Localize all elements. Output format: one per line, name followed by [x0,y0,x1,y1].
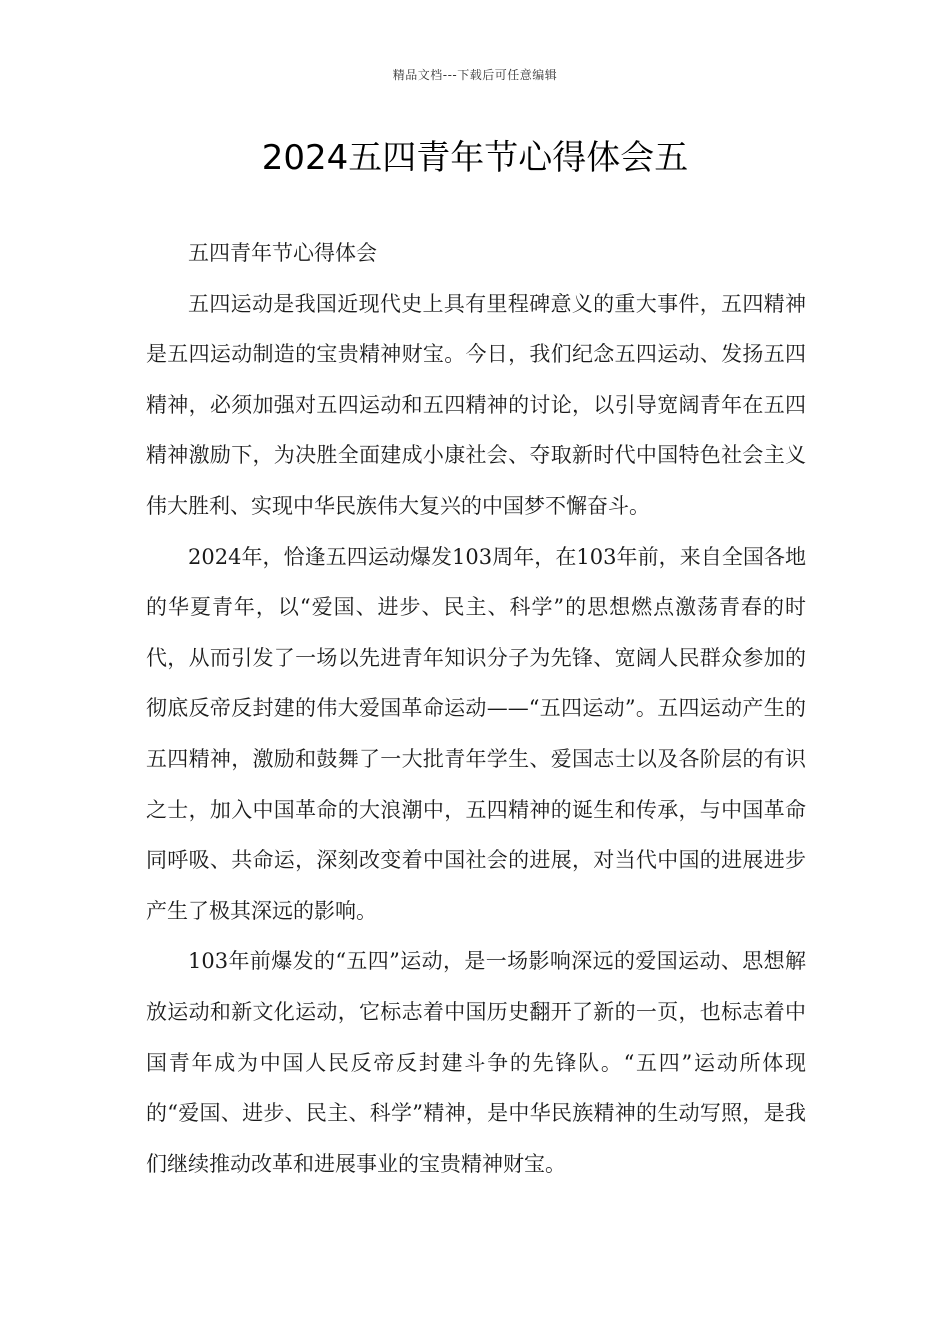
document-title: 2024五四青年节心得体会五 [261,138,689,178]
paragraph-subtitle: 五四青年节心得体会 [188,241,377,265]
document-body [146,228,806,1189]
paragraph: 五四运动是我国近现代史上具有里程碑意义的重大事件，五四精神是五四运动制造的宝贵精神财宝。今日，我们纪念五四运动、发扬五四精神，必须加强对五四运动和五四精神的讨论，以引导宽阔青年在五四精神激励下，为决胜全面建成小康社会、夺取新时代中国特色社会主义伟大胜利、实现中华民族伟大复兴的中国梦不懈奋斗。 [146,291,806,518]
paragraph: 103年前爆发的“五四”运动，是一场影响深远的爱国运动、思想解放运动和新文化运动，它标志着中国历史翻开了新的一页，也标志着中国青年成为中国人民反帝反封建斗争的先锋队。“五四”运动所体现的“爱国、进步、民主、科学”精神，是中华民族精神的生动写照，是我们继续推动改革和进展事业的宝贵精神财宝。 [146,949,806,1176]
header-note: 精品文档---下载后可任意编辑 [392,68,558,82]
paragraph: 2024年，恰逢五四运动爆发103周年，在103年前，来自全国各地的华夏青年，以“爱国、进步、民主、科学”的思想燃点激荡青春的时代，从而引发了一场以先进青年知识分子为先锋、宽阔人民群众参加的彻底反帝反封建的伟大爱国革命运动——“五四运动”。五四运动产生的五四精神，激励和鼓舞了一大批青年学生、爱国志士以及各阶层的有识之士，加入中国革命的大浪潮中，五四精神的诞生和传承，与中国革命同呼吸、共命运，深刻改变着中国社会的进展，对当代中国的进展进步产生了极其深远的影响。 [146,544,806,923]
